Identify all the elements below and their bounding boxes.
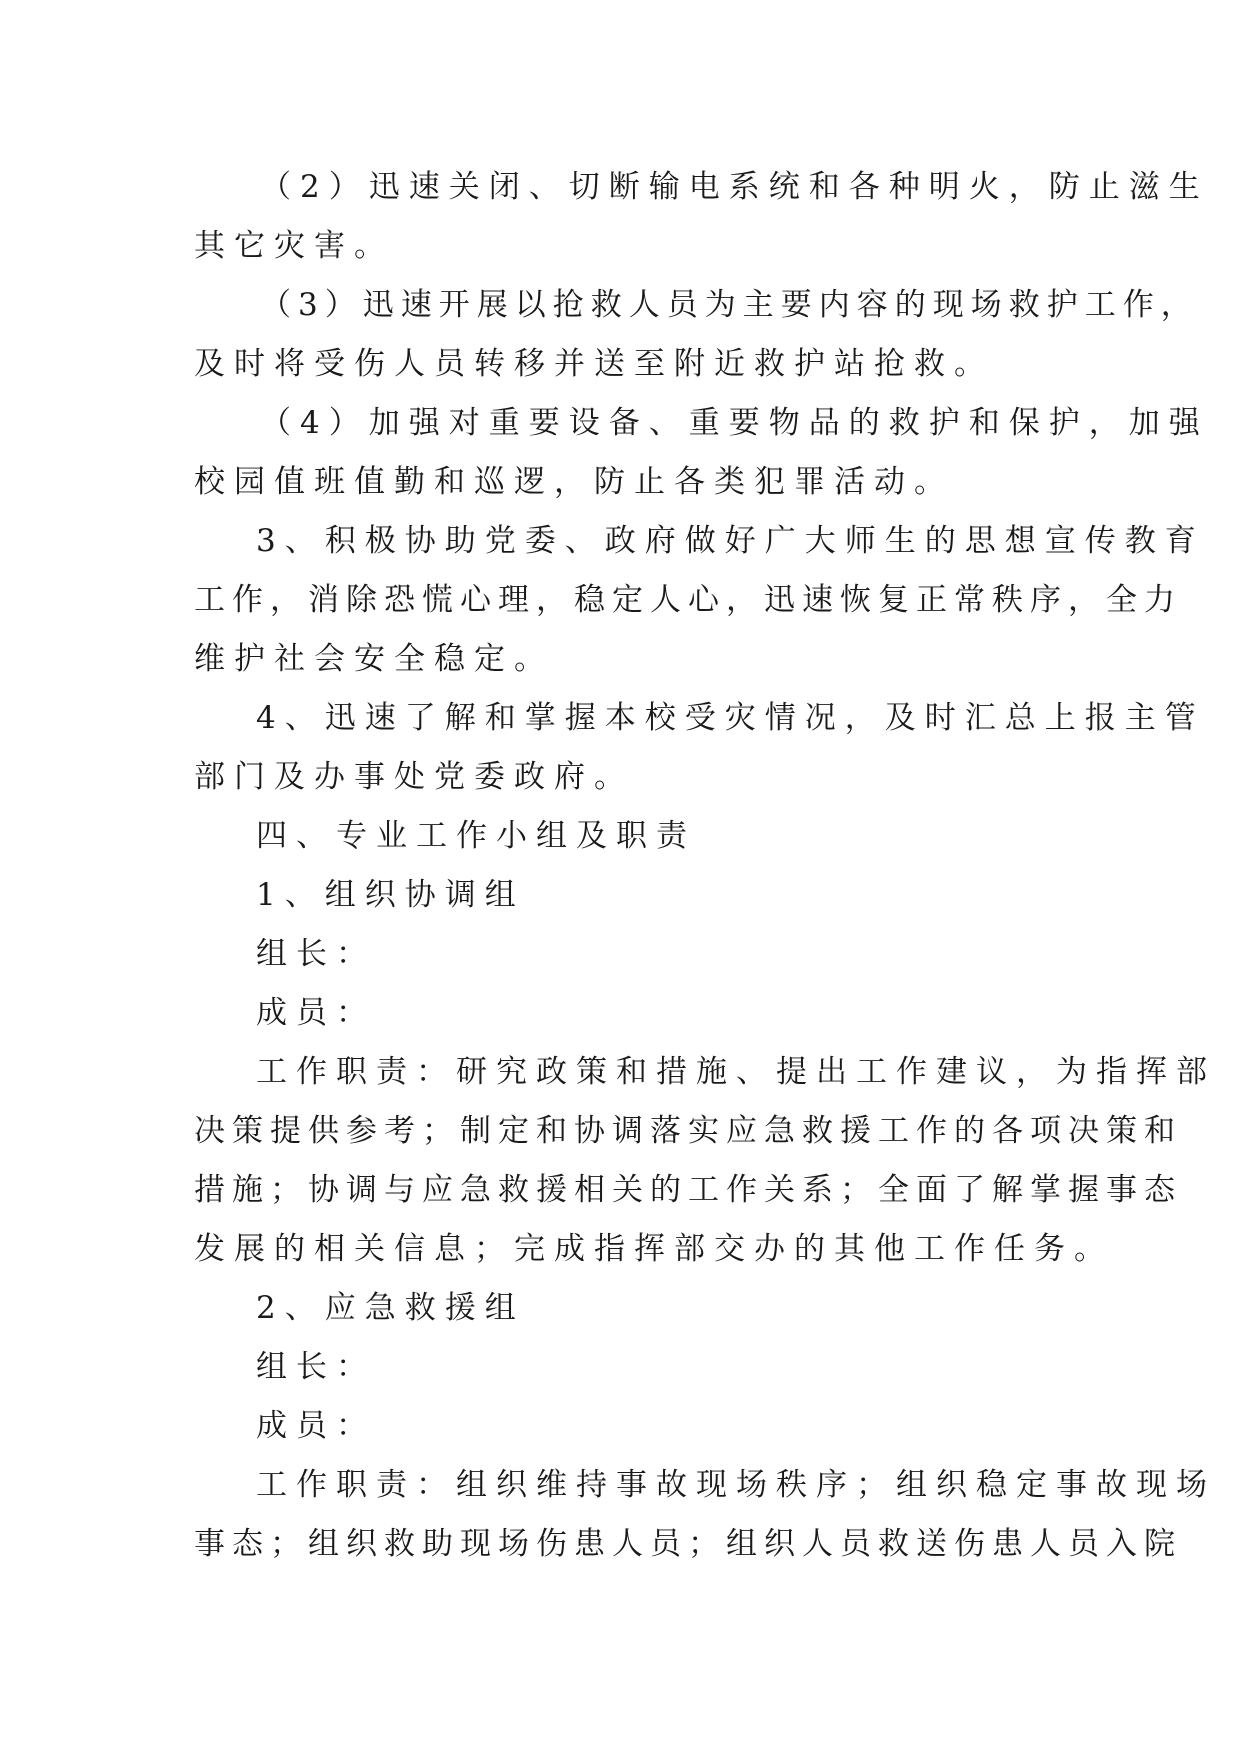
- text-line: 3、积极协助党委、政府做好广大师生的思想宣传教育: [256, 523, 1205, 559]
- text-line: 维护社会安全稳定。: [194, 641, 554, 677]
- text-line: 工作，消除恐慌心理，稳定人心，迅速恢复正常秩序，全力: [194, 582, 1182, 618]
- subsection-heading: 2、应急救援组: [256, 1290, 525, 1326]
- text-line: 其它灾害。: [194, 228, 394, 264]
- text-line: 组长：: [256, 936, 376, 972]
- text-line: （4）加强对重要设备、重要物品的救护和保护，加强: [260, 405, 1209, 441]
- text-line: 成员：: [256, 1408, 376, 1444]
- text-line: 发展的相关信息；完成指挥部交办的其他工作任务。: [194, 1231, 1114, 1267]
- text-line: 组长：: [256, 1349, 376, 1385]
- text-line: 措施；协调与应急救援相关的工作关系；全面了解掌握事态: [194, 1172, 1182, 1208]
- subsection-heading: 1、组织协调组: [256, 877, 525, 913]
- text-line: 及时将受伤人员转移并送至附近救护站抢救。: [194, 346, 994, 382]
- section-heading: 四、专业工作小组及职责: [256, 818, 696, 854]
- document-body: [194, 158, 1216, 1574]
- text-line: （3）迅速开展以抢救人员为主要内容的现场救护工作，: [260, 287, 1199, 323]
- text-line: 工作职责：研究政策和措施、提出工作建议，为指挥部: [256, 1054, 1216, 1090]
- text-line: 工作职责：组织维持事故现场秩序；组织稳定事故现场: [256, 1467, 1216, 1503]
- text-line: 成员：: [256, 995, 376, 1031]
- text-line: 事态；组织救助现场伤患人员；组织人员救送伤患人员入院: [194, 1526, 1182, 1562]
- text-line: 部门及办事处党委政府。: [194, 759, 634, 795]
- text-line: 决策提供参考；制定和协调落实应急救援工作的各项决策和: [194, 1113, 1182, 1149]
- text-line: 4、迅速了解和掌握本校受灾情况，及时汇总上报主管: [256, 700, 1205, 736]
- text-line: 校园值班值勤和巡逻，防止各类犯罪活动。: [194, 464, 954, 500]
- text-line: （2）迅速关闭、切断输电系统和各种明火，防止滋生: [260, 169, 1209, 205]
